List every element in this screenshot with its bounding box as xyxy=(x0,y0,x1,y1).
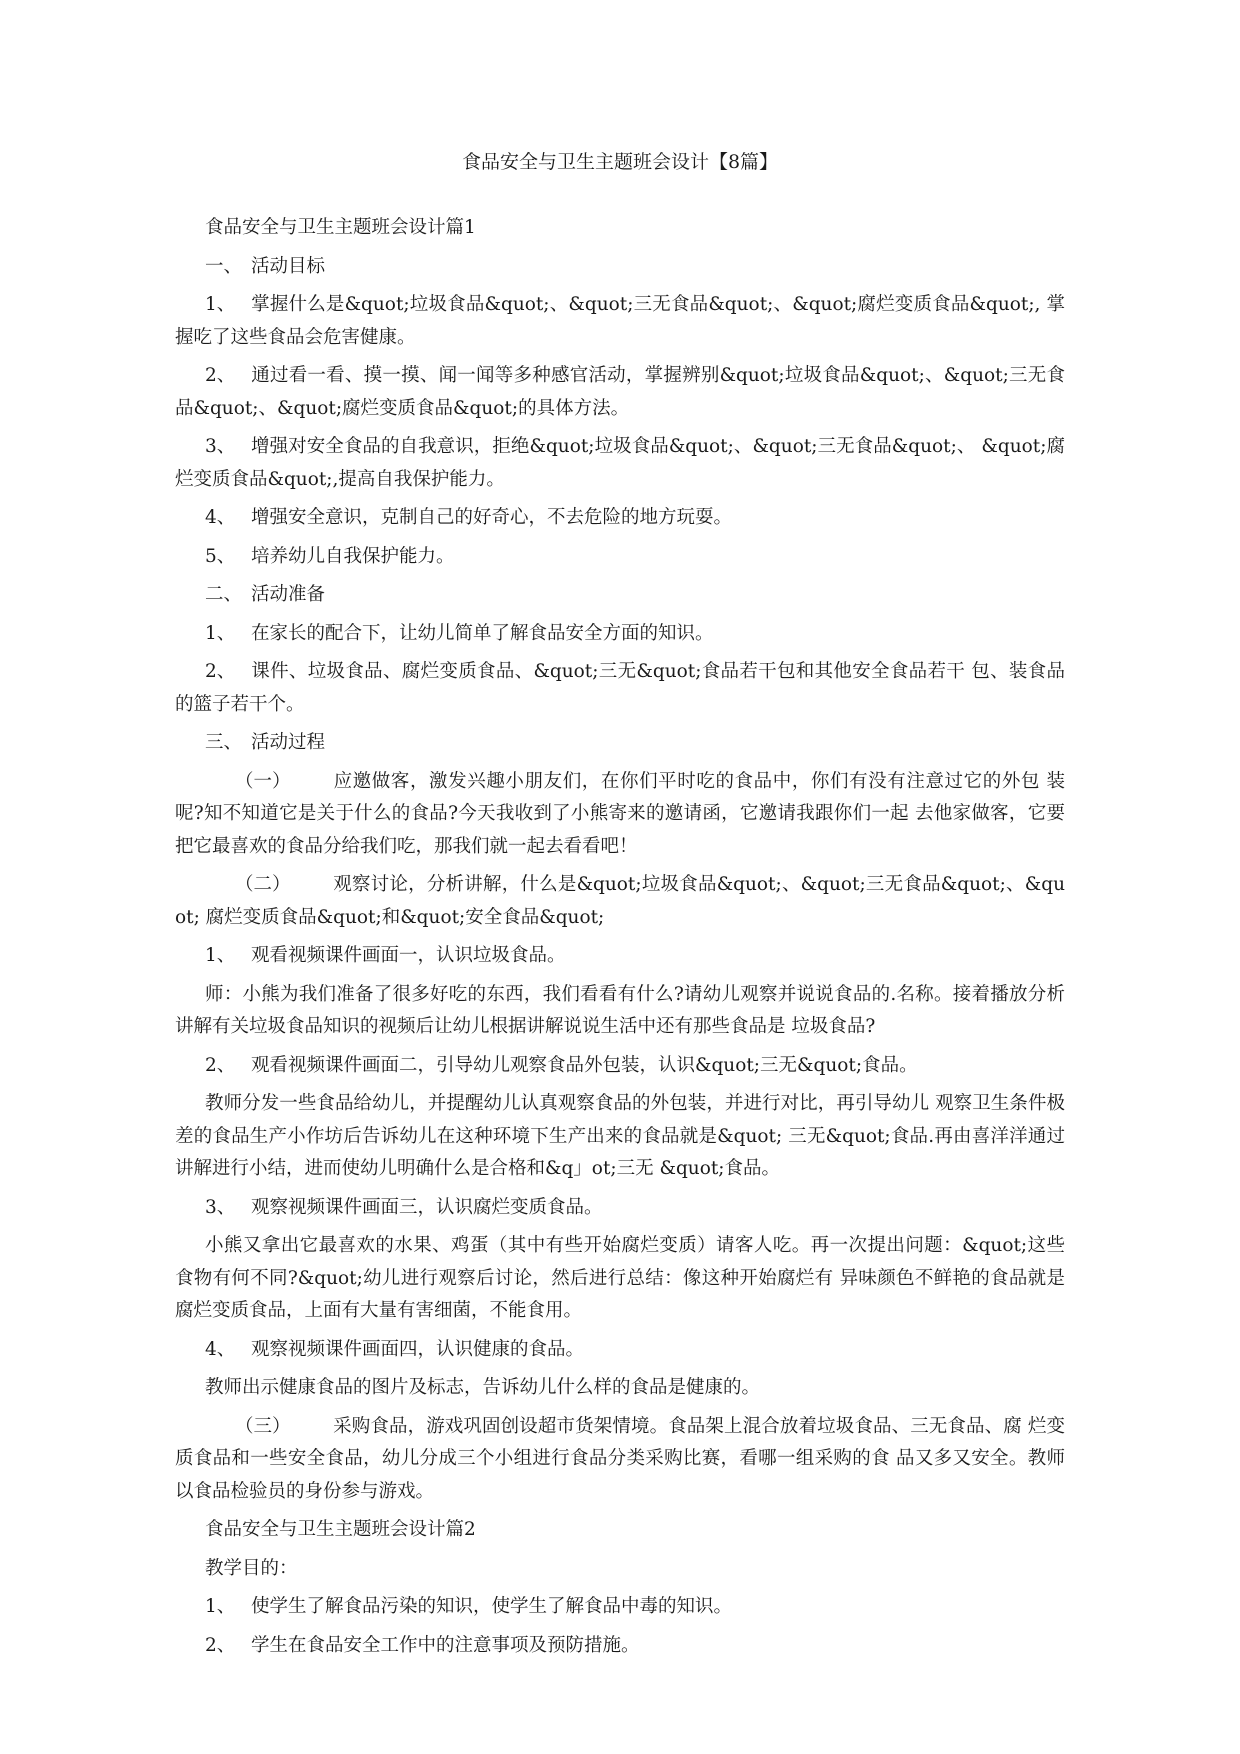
paragraph-number: 4、 xyxy=(205,1338,236,1360)
paragraph-text: 教学目的： xyxy=(205,1557,298,1579)
paragraph xyxy=(175,1230,1065,1328)
paragraph xyxy=(175,1591,1065,1624)
paragraph xyxy=(175,1411,1065,1509)
paragraph-text: 增强安全意识，克制自己的好奇心，不去危险的地方玩耍。 xyxy=(251,507,733,528)
document-body xyxy=(175,212,1065,1668)
paragraph-number: 1、 xyxy=(205,622,236,644)
paragraph-text: 掌握什么是&quot;垃圾食品&quot;、&quot;三无食品&quot;、&quot;腐烂变质食品&quot;, 掌握吃了这些食品会危害健康。 xyxy=(175,294,1065,348)
paragraph-text: 课件、垃圾食品、腐烂变质食品、&quot;三无&quot;食品若干包和其他安全食品若干 包、装食品的篮子若干个。 xyxy=(175,661,1065,715)
paragraph xyxy=(175,579,1065,612)
paragraph-number: 2、 xyxy=(205,1634,236,1656)
paragraph xyxy=(175,1334,1065,1367)
paragraph-text: 教师出示健康食品的图片及标志，告诉幼儿什么样的食品是健康的。 xyxy=(205,1377,761,1398)
paragraph-text: 小熊又拿出它最喜欢的水果、鸡蛋（其中有些开始腐烂变质）请客人吃。再一次提出问题：&quot;这些食物有何不同?&quot;幼儿进行观察后讨论，然后进行总结：像这种开始腐烂有 异味颜色不鲜艳的食品就是腐烂变质食品，上面有大量有害细菌，不能食用。 xyxy=(175,1235,1065,1321)
paragraph-text: 学生在食品安全工作中的注意事项及预防措施。 xyxy=(251,1634,640,1656)
paragraph-number: 2、 xyxy=(205,661,236,682)
paragraph xyxy=(175,502,1065,535)
paragraph-text: 增强对安全食品的自我意识，拒绝&quot;垃圾食品&quot;、&quot;三无食品&quot;、 &quot;腐烂变质食品&quot;,提高自我保护能力。 xyxy=(175,436,1065,490)
paragraph-text: 活动目标 xyxy=(251,255,326,277)
paragraph-text: 观察讨论，分析讲解，什么是&quot;垃圾食品&quot;、&quot;三无食品&quot;、&quot; 腐烂变质食品&quot;和&quot;安全食品&quot; xyxy=(175,874,1065,928)
paragraph-number: 二、 xyxy=(205,584,243,605)
section-heading xyxy=(175,212,1065,245)
paragraph-text: 活动准备 xyxy=(251,584,326,605)
paragraph-number: 三、 xyxy=(205,732,243,753)
paragraph xyxy=(175,360,1065,425)
paragraph xyxy=(175,1050,1065,1083)
paragraph-text: 观察视频课件画面四，认识健康的食品。 xyxy=(251,1338,585,1360)
paragraph-text: 使学生了解食品污染的知识，使学生了解食品中毒的知识。 xyxy=(251,1596,733,1617)
paragraph-text: 观看视频课件画面二，引导幼儿观察食品外包装，认识&quot;三无&quot;食品。 xyxy=(251,1054,918,1076)
paragraph xyxy=(175,541,1065,574)
paragraph-text: 教师分发一些食品给幼儿，并提醒幼儿认真观察食品的外包装，并进行对比，再引导幼儿 观察卫生条件极差的食品生产小作坊后告诉幼儿在这种环境下生产出来的食品就是&quot; 三无&quot;食品.再由喜洋洋通过讲解进行小结，进而使幼儿明确什么是合格和&q」ot;三无 &quot;食品。 xyxy=(175,1093,1065,1179)
paragraph-number: 1、 xyxy=(205,945,236,966)
paragraph xyxy=(175,766,1065,864)
paragraph-text: 观察视频课件画面三，认识腐烂变质食品。 xyxy=(251,1196,603,1218)
paragraph xyxy=(175,431,1065,496)
paragraph-number: （二） xyxy=(235,874,291,895)
paragraph xyxy=(175,656,1065,721)
paragraph xyxy=(175,1088,1065,1186)
paragraph-number: 4、 xyxy=(205,507,236,528)
paragraph-number: 1、 xyxy=(205,1596,236,1617)
paragraph-text: 活动过程 xyxy=(251,732,326,753)
paragraph-number: 1、 xyxy=(205,294,236,315)
paragraph-number: 3、 xyxy=(205,436,236,457)
paragraph xyxy=(175,869,1065,934)
paragraph xyxy=(175,251,1065,284)
paragraph-text: 食品安全与卫生主题班会设计篇1 xyxy=(205,217,476,238)
paragraph xyxy=(175,1372,1065,1405)
paragraph-number: 5、 xyxy=(205,545,236,567)
paragraph-text: 师：小熊为我们准备了很多好吃的东西，我们看看有什么?请幼儿观察并说说食品的.名称。接着播放分析讲解有关垃圾食品知识的视频后让幼儿根据讲解说说生活中还有那些食品是 垃圾食品? xyxy=(175,983,1065,1037)
paragraph-number: 2、 xyxy=(205,365,236,386)
paragraph-number: （三） xyxy=(235,1415,291,1437)
paragraph-text: 观看视频课件画面一，认识垃圾食品。 xyxy=(251,945,566,966)
paragraph-number: （一） xyxy=(235,770,291,792)
paragraph xyxy=(175,940,1065,973)
paragraph-text: 食品安全与卫生主题班会设计篇2 xyxy=(205,1519,476,1540)
paragraph-number: 3、 xyxy=(205,1196,236,1218)
paragraph xyxy=(175,979,1065,1044)
paragraph-number: 2、 xyxy=(205,1054,236,1076)
paragraph-text: 应邀做客，激发兴趣小朋友们，在你们平时吃的食品中，你们有没有注意过它的外包 装呢?知不知道它是关于什么的食品?今天我收到了小熊寄来的邀请函，它邀请我跟你们一起 去他家做客，它要把它最喜欢的食品分给我们吃，那我们就一起去看看吧！ xyxy=(175,770,1065,857)
paragraph-text: 在家长的配合下，让幼儿简单了解食品安全方面的知识。 xyxy=(251,622,714,644)
paragraph-text: 培养幼儿自我保护能力。 xyxy=(251,545,455,567)
paragraph-number: 一、 xyxy=(205,255,243,277)
paragraph xyxy=(175,618,1065,651)
paragraph xyxy=(175,1192,1065,1225)
paragraph-text: 通过看一看、摸一摸、闻一闻等多种感官活动，掌握辨别&quot;垃圾食品&quot;、&quot;三无食品&quot;、&quot;腐烂变质食品&quot;的具体方法。 xyxy=(175,365,1065,419)
section-heading xyxy=(175,1514,1065,1547)
paragraph xyxy=(175,1553,1065,1586)
paragraph xyxy=(175,1630,1065,1663)
paragraph-text: 采购食品，游戏巩固创设超市货架情境。食品架上混合放着垃圾食品、三无食品、腐 烂变质食品和一些安全食品，幼儿分成三个小组进行食品分类采购比赛，看哪一组采购的食 品又多又安全。教师以食品检验员的身份参与游戏。 xyxy=(175,1415,1065,1502)
paragraph xyxy=(175,289,1065,354)
document-title: 食品安全与卫生主题班会设计【8篇】 xyxy=(461,151,779,173)
paragraph xyxy=(175,727,1065,760)
